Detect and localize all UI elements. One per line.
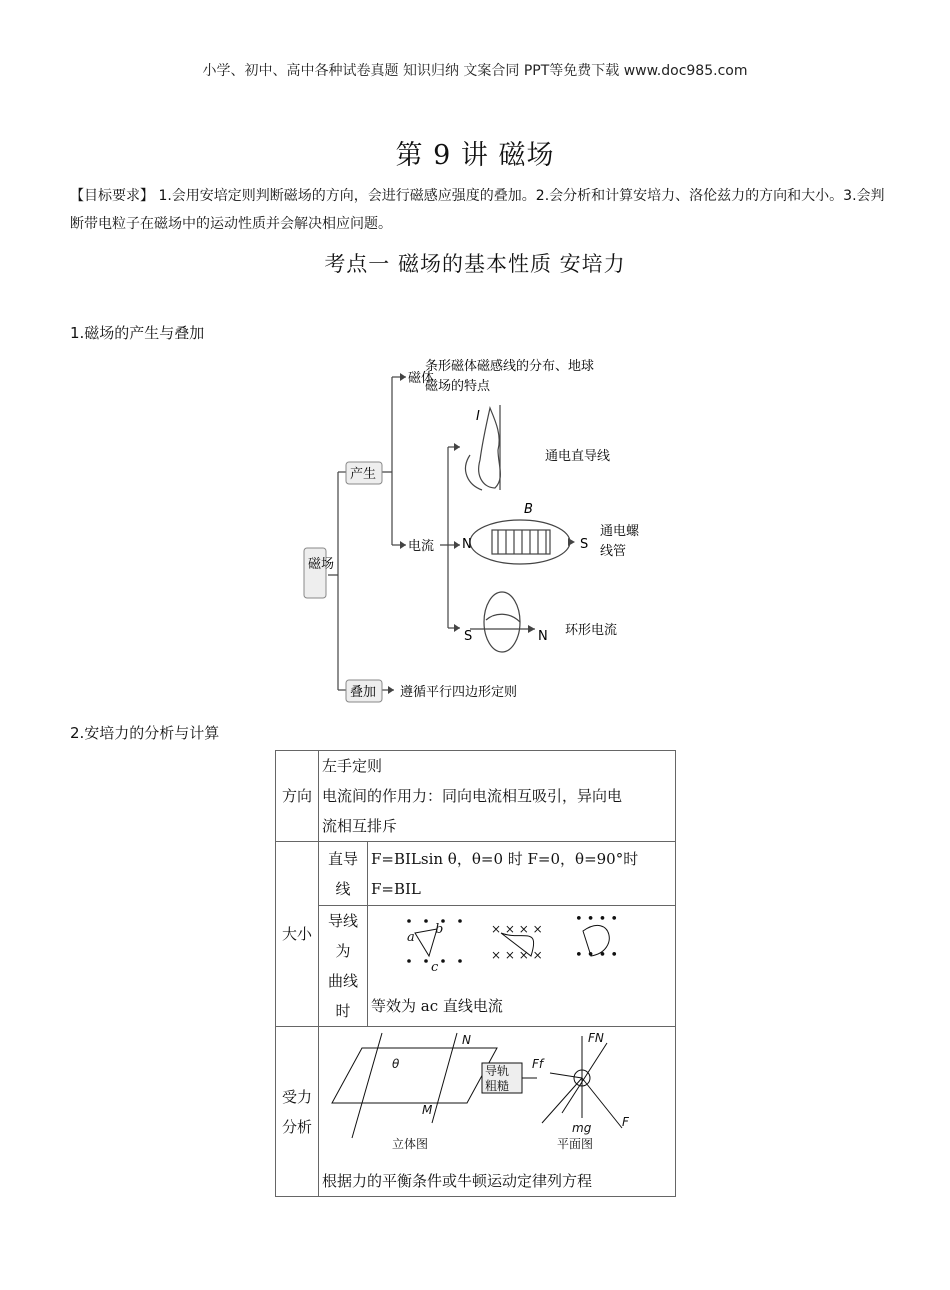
dir-content [319, 751, 676, 842]
straight-label: 直导 线 [319, 842, 368, 906]
size-label: 大小 [276, 842, 319, 1027]
magnetic-field-diagram [290, 350, 690, 710]
diag-citi-desc-1: 条形磁体磁感线的分布、地球 [425, 359, 595, 374]
dir-1: 左手定则 [322, 757, 383, 775]
svg-text:mg: mg [572, 1120, 592, 1135]
page-header: 小学、初中、高中各种试卷真题 知识归纳 文案合同 PPT等免费下载 www.doc985.com [202, 63, 748, 79]
diag-solenoid-2: 线管 [600, 544, 627, 559]
diag-diejia: 叠加 [350, 685, 377, 700]
part1-heading: 1.磁场的产生与叠加 [70, 324, 205, 342]
dir-3: 流相互排斥 [322, 817, 398, 835]
svg-text:θ: θ [392, 1056, 400, 1071]
svg-text:× × × ×: × × × × [491, 948, 543, 962]
page-title: 第 9 讲 磁场 [395, 140, 555, 171]
diag-rule: 遵循平行四边形定则 [400, 685, 518, 700]
svg-text:• • • •: • • • • [575, 948, 619, 963]
svg-text:b: b [435, 922, 444, 937]
formula-cell [368, 842, 676, 906]
diag-N-2: N [538, 629, 548, 644]
svg-text:a: a [407, 930, 415, 945]
svg-text:c: c [431, 960, 439, 975]
diag-chan: 产生 [350, 467, 377, 482]
conclusion-text: 根据力的平衡条件或牛顿运动定律列方程 [322, 1171, 593, 1190]
svg-text:F: F [622, 1114, 629, 1129]
section-title: 考点一 磁场的基本性质 安培力 [324, 252, 626, 276]
svg-text:• • • •: • • • • [575, 912, 619, 927]
ampere-force-table [275, 750, 676, 1197]
diag-B: B [524, 502, 533, 517]
diag-dianliu: 电流 [408, 539, 435, 554]
formula-1: F=BILsin θ，θ=0 时 F=0，θ=90°时 [371, 849, 639, 868]
dir-label: 方向 [276, 751, 319, 842]
svg-text:粗糙: 粗糙 [485, 1078, 510, 1093]
curve-cell [368, 906, 676, 1027]
diag-solenoid-1: 通电螺 [600, 524, 640, 539]
goal-text: 1.会用安培定则判断磁场的方向，会进行磁感应强度的叠加。2.会分析和计算安培力、洛伦兹力的方向和大小。3.会判断带电粒子在磁场中的运动性质并会解决相应问题。 [70, 188, 885, 232]
diag-I-1: I [476, 409, 480, 424]
svg-text:M: M [422, 1102, 433, 1117]
diag-citi-desc-2: 磁场的特点 [425, 379, 491, 394]
svg-text:导轨: 导轨 [485, 1063, 510, 1078]
part2-heading: 2.安培力的分析与计算 [70, 724, 220, 742]
diag-ring: 环形电流 [565, 623, 618, 638]
formula-2: F=BIL [371, 879, 421, 898]
diag-citi: 磁体 [408, 371, 435, 386]
equiv-text: 等效为 ac 直线电流 [371, 997, 503, 1015]
svg-text:FN: FN [588, 1030, 604, 1045]
svg-text:× × × ×: × × × × [491, 922, 543, 936]
diag-root-1: 磁场 [308, 557, 335, 572]
force-analysis-figures [322, 1028, 672, 1156]
svg-text:平面图: 平面图 [557, 1136, 594, 1151]
dir-2: 电流间的作用力：同向电流相互吸引，异向电 [322, 787, 623, 805]
force-label: 受力 分析 [276, 1027, 319, 1197]
goal-paragraph [70, 182, 885, 238]
svg-text:N: N [462, 1032, 471, 1047]
diag-N-1: N [462, 537, 472, 552]
curve-label: 导线 为 曲线 时 [319, 906, 368, 1027]
diag-straight: 通电直导线 [545, 449, 611, 464]
force-cell [319, 1027, 676, 1197]
curve-wire-figures [371, 911, 661, 981]
svg-text:Ff: Ff [532, 1056, 544, 1071]
diag-S-1: S [580, 537, 589, 552]
svg-text:立体图: 立体图 [392, 1136, 429, 1151]
diag-S-2: S [464, 629, 473, 644]
goal-tag: 【目标要求】 [70, 188, 154, 204]
